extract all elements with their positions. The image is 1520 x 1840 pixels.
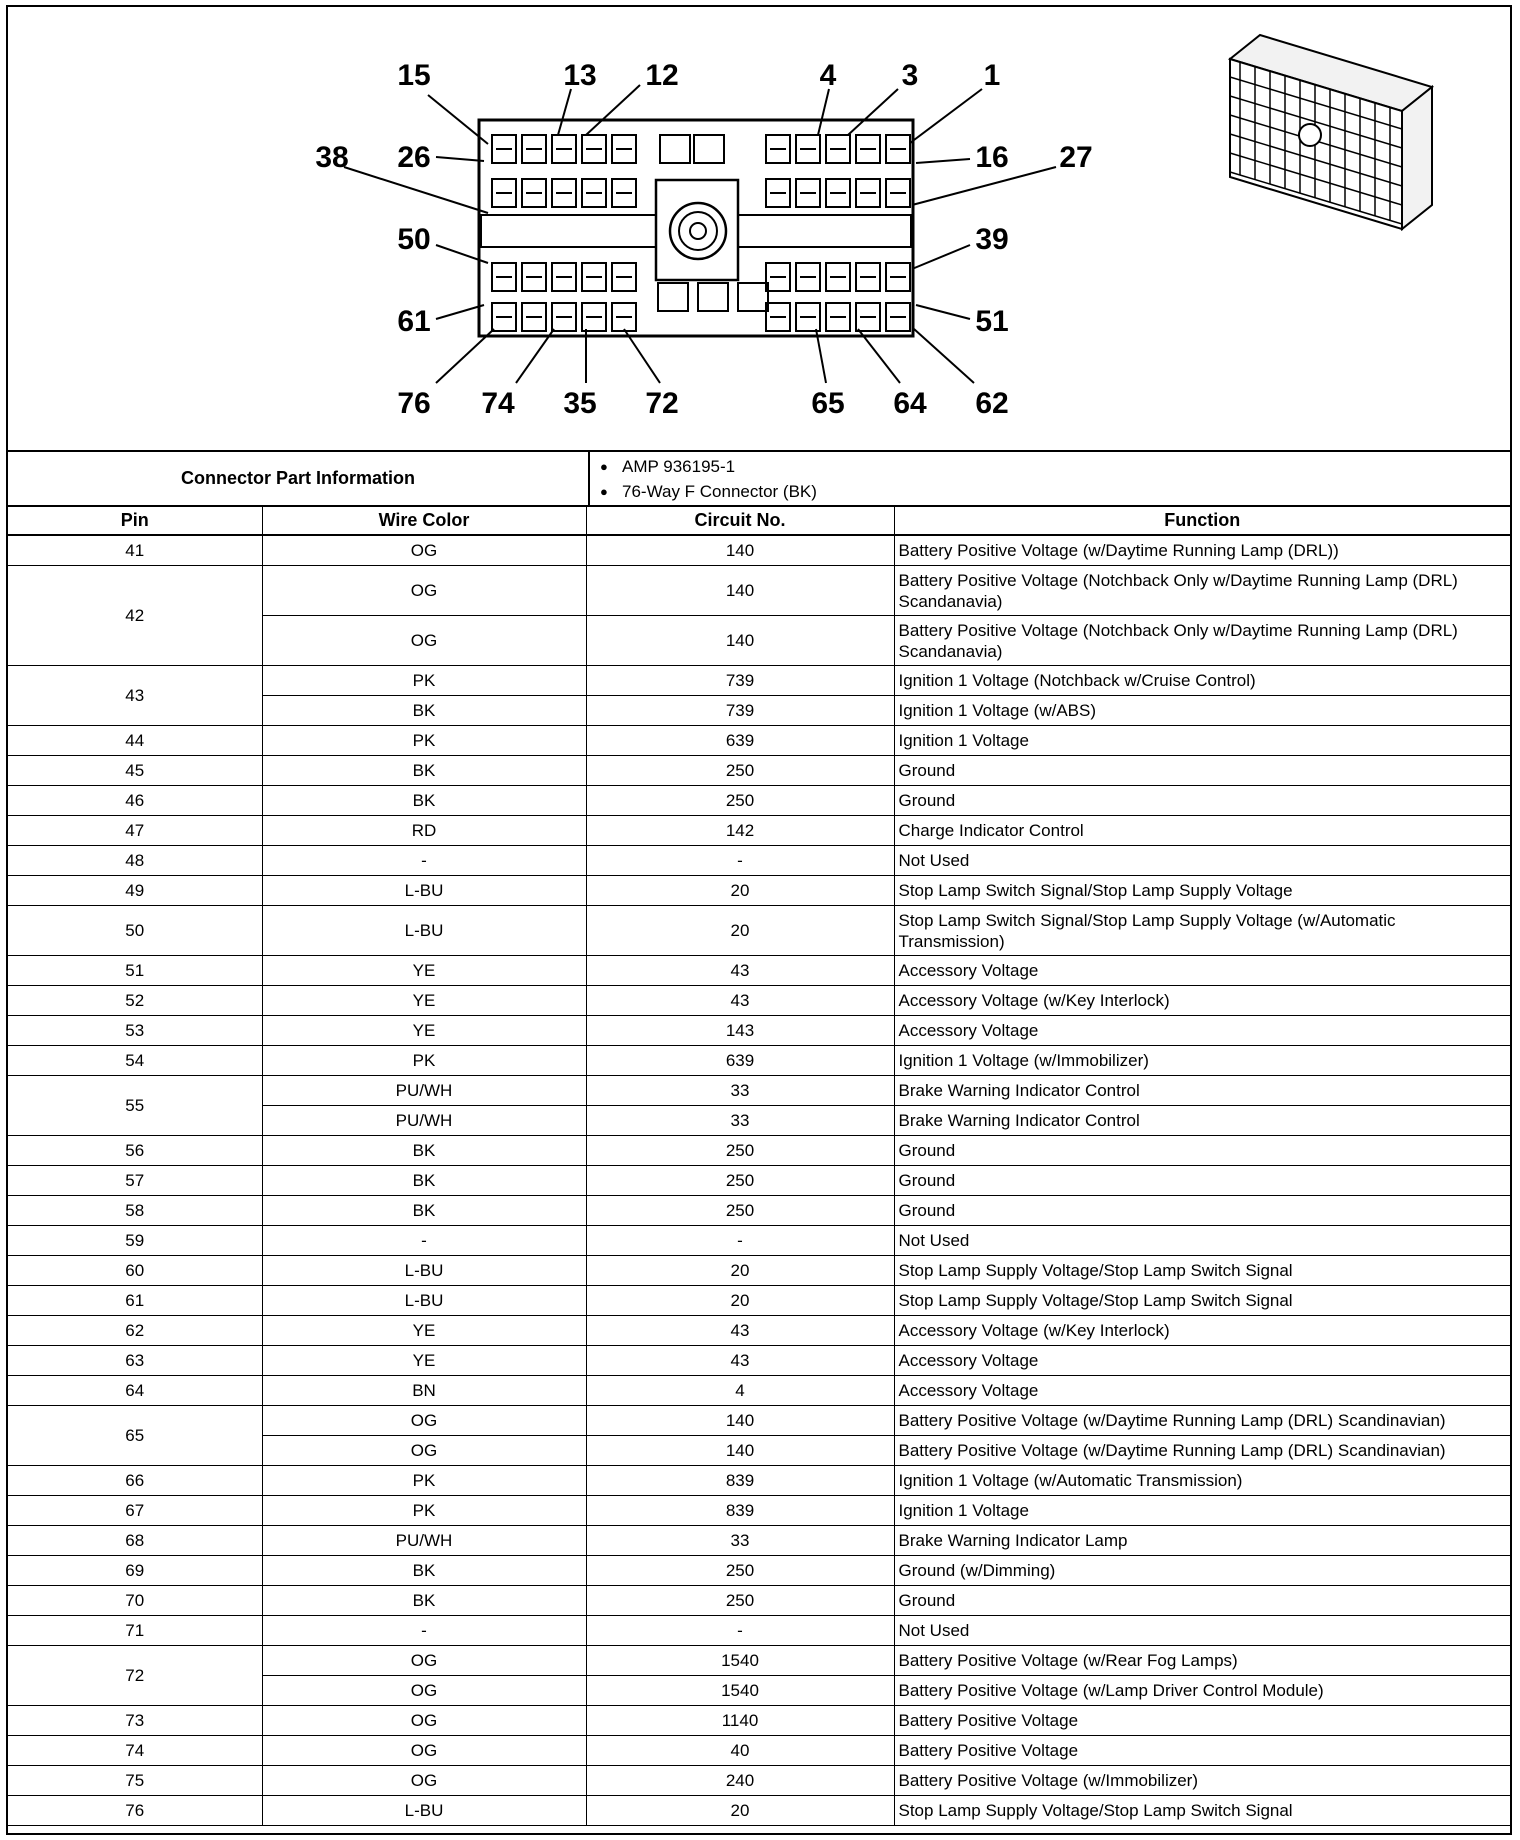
pin-cell: 76	[8, 1796, 262, 1826]
wire-color-cell: -	[262, 1226, 586, 1256]
table-row	[8, 1316, 1510, 1346]
table-row	[8, 1046, 1510, 1076]
connector-sheet	[6, 5, 1512, 1835]
header-circuit-no: Circuit No.	[586, 507, 894, 535]
pin-cell: 62	[8, 1316, 262, 1346]
leader-76	[436, 329, 494, 383]
function-cell: Ignition 1 Voltage	[894, 726, 1510, 756]
circuit-cell: 140	[586, 1436, 894, 1466]
wire-color-cell: BK	[262, 696, 586, 726]
pin-label-72: 72	[645, 387, 679, 420]
leader-51	[916, 305, 970, 319]
connector-figure	[8, 7, 1510, 452]
terminal-cavity	[694, 135, 724, 163]
function-cell: Ground	[894, 1196, 1510, 1226]
table-row	[8, 1526, 1510, 1556]
leader-62	[914, 329, 974, 383]
pin-cell: 68	[8, 1526, 262, 1556]
wire-color-cell: BK	[262, 1586, 586, 1616]
circuit-cell: 20	[586, 1796, 894, 1826]
pin-label-12: 12	[645, 59, 679, 92]
wire-color-cell: OG	[262, 1676, 586, 1706]
pin-cell: 53	[8, 1016, 262, 1046]
pin-label-76: 76	[397, 387, 431, 420]
table-row	[8, 1136, 1510, 1166]
pin-label-51: 51	[975, 305, 1009, 338]
pin-cell: 60	[8, 1256, 262, 1286]
leader-39	[912, 245, 970, 269]
pin-cell: 45	[8, 756, 262, 786]
function-cell: Battery Positive Voltage	[894, 1706, 1510, 1736]
function-cell: Stop Lamp Supply Voltage/Stop Lamp Switch Signal	[894, 1796, 1510, 1826]
circuit-cell: 40	[586, 1736, 894, 1766]
connector-3d-thumbnail	[1230, 35, 1432, 229]
table-row	[8, 1226, 1510, 1256]
pin-cell: 41	[8, 535, 262, 566]
wire-color-cell: L-BU	[262, 906, 586, 956]
pin-cell: 44	[8, 726, 262, 756]
pin-label-3: 3	[901, 59, 919, 92]
leader-13	[558, 89, 571, 135]
table-row	[8, 1166, 1510, 1196]
header-wire-color: Wire Color	[262, 507, 586, 535]
wire-color-cell: BN	[262, 1376, 586, 1406]
function-cell: Accessory Voltage (w/Key Interlock)	[894, 986, 1510, 1016]
wire-color-cell: L-BU	[262, 1796, 586, 1826]
wire-color-cell: L-BU	[262, 876, 586, 906]
wire-color-cell: OG	[262, 535, 586, 566]
function-cell: Battery Positive Voltage (w/Daytime Running Lamp (DRL))	[894, 535, 1510, 566]
function-cell: Battery Positive Voltage	[894, 1736, 1510, 1766]
function-cell: Ground	[894, 1166, 1510, 1196]
pin-cell: 67	[8, 1496, 262, 1526]
pin-cell: 69	[8, 1556, 262, 1586]
wire-color-cell: L-BU	[262, 1286, 586, 1316]
table-row	[8, 1646, 1510, 1676]
function-cell: Ignition 1 Voltage (w/Immobilizer)	[894, 1046, 1510, 1076]
circuit-cell: 20	[586, 1256, 894, 1286]
wire-color-cell: YE	[262, 1316, 586, 1346]
connector-info-item: ● AMP 936195-1	[600, 455, 817, 480]
wire-color-cell: BK	[262, 1136, 586, 1166]
table-row	[8, 1406, 1510, 1436]
table-row	[8, 876, 1510, 906]
circuit-cell: 140	[586, 535, 894, 566]
table-row	[8, 1766, 1510, 1796]
table-row	[8, 1196, 1510, 1226]
circuit-cell: 250	[586, 1556, 894, 1586]
circuit-cell: 639	[586, 726, 894, 756]
wire-color-cell: OG	[262, 1736, 586, 1766]
wire-color-cell: RD	[262, 816, 586, 846]
table-row	[8, 986, 1510, 1016]
wire-color-cell: L-BU	[262, 1256, 586, 1286]
wire-color-cell: OG	[262, 1406, 586, 1436]
function-cell: Not Used	[894, 846, 1510, 876]
function-cell: Ground	[894, 756, 1510, 786]
circuit-cell: 250	[586, 1586, 894, 1616]
pin-cell: 65	[8, 1406, 262, 1466]
pin-label-64: 64	[893, 387, 927, 420]
circuit-cell: 33	[586, 1076, 894, 1106]
circuit-cell: 20	[586, 876, 894, 906]
function-cell: Stop Lamp Switch Signal/Stop Lamp Supply Voltage	[894, 876, 1510, 906]
circuit-cell: 142	[586, 816, 894, 846]
pin-label-50: 50	[397, 223, 431, 256]
pin-table-body	[8, 535, 1510, 1826]
function-cell: Accessory Voltage (w/Key Interlock)	[894, 1316, 1510, 1346]
circuit-cell: 250	[586, 756, 894, 786]
pin-label-15: 15	[397, 59, 431, 92]
table-row	[8, 786, 1510, 816]
table-row	[8, 956, 1510, 986]
terminal-cavity	[698, 283, 728, 311]
circuit-cell: 739	[586, 666, 894, 696]
wire-color-cell: -	[262, 846, 586, 876]
circuit-cell: 140	[586, 616, 894, 666]
pin-label-27: 27	[1059, 141, 1093, 174]
circuit-cell: 20	[586, 1286, 894, 1316]
pin-cell: 42	[8, 566, 262, 666]
function-cell: Accessory Voltage	[894, 1016, 1510, 1046]
wire-color-cell: YE	[262, 1016, 586, 1046]
pin-cell: 49	[8, 876, 262, 906]
function-cell: Not Used	[894, 1616, 1510, 1646]
function-cell: Ground	[894, 1136, 1510, 1166]
table-row	[8, 1796, 1510, 1826]
function-cell: Brake Warning Indicator Lamp	[894, 1526, 1510, 1556]
table-row	[8, 1706, 1510, 1736]
circuit-cell: 240	[586, 1766, 894, 1796]
pin-cell: 66	[8, 1466, 262, 1496]
function-cell: Accessory Voltage	[894, 1376, 1510, 1406]
circuit-cell: 33	[586, 1526, 894, 1556]
connector-info-list	[600, 455, 817, 505]
circuit-cell: 43	[586, 1346, 894, 1376]
table-header-row	[8, 507, 1510, 535]
wire-color-cell: BK	[262, 786, 586, 816]
connector-info-item: ● 76-Way F Connector (BK)	[600, 480, 817, 505]
wire-color-cell: YE	[262, 956, 586, 986]
wire-color-cell: BK	[262, 1196, 586, 1226]
circuit-cell: 33	[586, 1106, 894, 1136]
pin-cell: 47	[8, 816, 262, 846]
table-row	[8, 816, 1510, 846]
pin-cell: 52	[8, 986, 262, 1016]
table-row	[8, 1586, 1510, 1616]
wire-color-cell: PK	[262, 666, 586, 696]
wire-color-cell: OG	[262, 566, 586, 616]
leader-4	[818, 89, 829, 135]
circuit-cell: 43	[586, 986, 894, 1016]
function-cell: Battery Positive Voltage (w/Immobilizer)	[894, 1766, 1510, 1796]
circuit-cell: -	[586, 1616, 894, 1646]
wire-color-cell: PK	[262, 726, 586, 756]
terminal-cavity	[660, 135, 690, 163]
pin-label-1: 1	[983, 59, 1001, 92]
pin-label-61: 61	[397, 305, 431, 338]
circuit-cell: 739	[586, 696, 894, 726]
header-pin: Pin	[8, 507, 262, 535]
pin-cell: 50	[8, 906, 262, 956]
function-cell: Battery Positive Voltage (w/Rear Fog Lamps)	[894, 1646, 1510, 1676]
circuit-cell: -	[586, 1226, 894, 1256]
wire-color-cell: OG	[262, 1706, 586, 1736]
connector-info-title: Connector Part Information	[8, 452, 590, 505]
leader-1	[910, 89, 982, 143]
function-cell: Ignition 1 Voltage (Notchback w/Cruise Control)	[894, 666, 1510, 696]
thumbnail-center-bolt	[1299, 124, 1321, 146]
table-row	[8, 726, 1510, 756]
circuit-cell: 250	[586, 1166, 894, 1196]
pin-label-65: 65	[811, 387, 845, 420]
circuit-cell: 1140	[586, 1706, 894, 1736]
circuit-cell: 4	[586, 1376, 894, 1406]
table-row	[8, 1466, 1510, 1496]
function-cell: Battery Positive Voltage (Notchback Only w/Daytime Running Lamp (DRL) Scandanavia)	[894, 566, 1510, 616]
table-row	[8, 1076, 1510, 1106]
connector-part-information	[8, 452, 1510, 507]
circuit-cell: 43	[586, 1316, 894, 1346]
table-row	[8, 1616, 1510, 1646]
pin-label-74: 74	[481, 387, 515, 420]
pin-cell: 61	[8, 1286, 262, 1316]
pin-cell: 58	[8, 1196, 262, 1226]
pin-cell: 72	[8, 1646, 262, 1706]
function-cell: Stop Lamp Supply Voltage/Stop Lamp Switch Signal	[894, 1286, 1510, 1316]
circuit-cell: 143	[586, 1016, 894, 1046]
wire-color-cell: OG	[262, 616, 586, 666]
function-cell: Ignition 1 Voltage (w/Automatic Transmission)	[894, 1466, 1510, 1496]
wire-color-cell: PU/WH	[262, 1526, 586, 1556]
terminal-cavity	[738, 283, 768, 311]
function-cell: Accessory Voltage	[894, 956, 1510, 986]
function-cell: Brake Warning Indicator Control	[894, 1076, 1510, 1106]
circuit-cell: 140	[586, 566, 894, 616]
table-row	[8, 535, 1510, 566]
circuit-cell: 250	[586, 1196, 894, 1226]
circuit-cell: 250	[586, 786, 894, 816]
pin-function-table	[8, 507, 1510, 1826]
wire-color-cell: PK	[262, 1466, 586, 1496]
function-cell: Ignition 1 Voltage (w/ABS)	[894, 696, 1510, 726]
table-row	[8, 756, 1510, 786]
header-function: Function	[894, 507, 1510, 535]
function-cell: Battery Positive Voltage (w/Daytime Running Lamp (DRL) Scandinavian)	[894, 1436, 1510, 1466]
pin-cell: 71	[8, 1616, 262, 1646]
wire-color-cell: PK	[262, 1046, 586, 1076]
pin-label-4: 4	[819, 59, 837, 92]
leader-61	[436, 305, 484, 319]
circuit-cell: 1540	[586, 1676, 894, 1706]
function-cell: Ground	[894, 786, 1510, 816]
wire-color-cell: YE	[262, 1346, 586, 1376]
wire-color-cell: PU/WH	[262, 1076, 586, 1106]
wire-color-cell: OG	[262, 1766, 586, 1796]
leader-12	[586, 85, 640, 135]
pin-cell: 59	[8, 1226, 262, 1256]
wire-color-cell: OG	[262, 1646, 586, 1676]
leader-3	[848, 89, 898, 135]
thumbnail-side-face	[1402, 87, 1432, 229]
pin-label-13: 13	[563, 59, 597, 92]
pin-cell: 46	[8, 786, 262, 816]
pin-cell: 43	[8, 666, 262, 726]
function-cell: Ground (w/Dimming)	[894, 1556, 1510, 1586]
pin-cell: 74	[8, 1736, 262, 1766]
circuit-cell: 43	[586, 956, 894, 986]
wire-color-cell: BK	[262, 756, 586, 786]
leader-26	[436, 157, 484, 161]
pin-cell: 55	[8, 1076, 262, 1136]
table-row	[8, 1496, 1510, 1526]
pin-cell: 57	[8, 1166, 262, 1196]
function-cell: Ground	[894, 1586, 1510, 1616]
pin-label-26: 26	[397, 141, 431, 174]
wire-color-cell: PK	[262, 1496, 586, 1526]
pin-label-35: 35	[563, 387, 597, 420]
pin-cell: 70	[8, 1586, 262, 1616]
function-cell: Battery Positive Voltage (w/Lamp Driver Control Module)	[894, 1676, 1510, 1706]
table-row	[8, 566, 1510, 616]
circuit-cell: 250	[586, 1136, 894, 1166]
circuit-cell: 839	[586, 1496, 894, 1526]
function-cell: Battery Positive Voltage (Notchback Only w/Daytime Running Lamp (DRL) Scandanavia)	[894, 616, 1510, 666]
function-cell: Stop Lamp Supply Voltage/Stop Lamp Switch Signal	[894, 1256, 1510, 1286]
connector-end-view-diagram	[8, 7, 1510, 450]
table-row	[8, 846, 1510, 876]
circuit-cell: 839	[586, 1466, 894, 1496]
wire-color-cell: BK	[262, 1556, 586, 1586]
circuit-cell: 1540	[586, 1646, 894, 1676]
pin-cell: 54	[8, 1046, 262, 1076]
pin-cell: 73	[8, 1706, 262, 1736]
terminal-cavity	[658, 283, 688, 311]
circuit-cell: 20	[586, 906, 894, 956]
table-row	[8, 1016, 1510, 1046]
function-cell: Stop Lamp Switch Signal/Stop Lamp Supply Voltage (w/Automatic Transmission)	[894, 906, 1510, 956]
function-cell: Charge Indicator Control	[894, 816, 1510, 846]
table-row	[8, 1346, 1510, 1376]
wire-color-cell: OG	[262, 1436, 586, 1466]
function-cell: Accessory Voltage	[894, 1346, 1510, 1376]
table-row	[8, 1256, 1510, 1286]
function-cell: Not Used	[894, 1226, 1510, 1256]
table-row	[8, 906, 1510, 956]
pin-label-38: 38	[315, 141, 349, 174]
pin-cell: 56	[8, 1136, 262, 1166]
pin-cell: 51	[8, 956, 262, 986]
function-cell: Ignition 1 Voltage	[894, 1496, 1510, 1526]
circuit-cell: 639	[586, 1046, 894, 1076]
function-cell: Battery Positive Voltage (w/Daytime Running Lamp (DRL) Scandinavian)	[894, 1406, 1510, 1436]
table-row	[8, 1736, 1510, 1766]
pin-cell: 48	[8, 846, 262, 876]
table-row	[8, 1286, 1510, 1316]
pin-label-62: 62	[975, 387, 1009, 420]
leader-16	[916, 159, 970, 163]
wire-color-cell: YE	[262, 986, 586, 1016]
wire-color-cell: BK	[262, 1166, 586, 1196]
circuit-cell: 140	[586, 1406, 894, 1436]
circuit-cell: -	[586, 846, 894, 876]
pin-cell: 64	[8, 1376, 262, 1406]
pin-label-16: 16	[975, 141, 1009, 174]
pin-cell: 75	[8, 1766, 262, 1796]
wire-color-cell: -	[262, 1616, 586, 1646]
wire-color-cell: PU/WH	[262, 1106, 586, 1136]
table-row	[8, 1376, 1510, 1406]
table-row	[8, 1556, 1510, 1586]
function-cell: Brake Warning Indicator Control	[894, 1106, 1510, 1136]
pin-cell: 63	[8, 1346, 262, 1376]
pin-label-39: 39	[975, 223, 1009, 256]
table-row	[8, 666, 1510, 696]
